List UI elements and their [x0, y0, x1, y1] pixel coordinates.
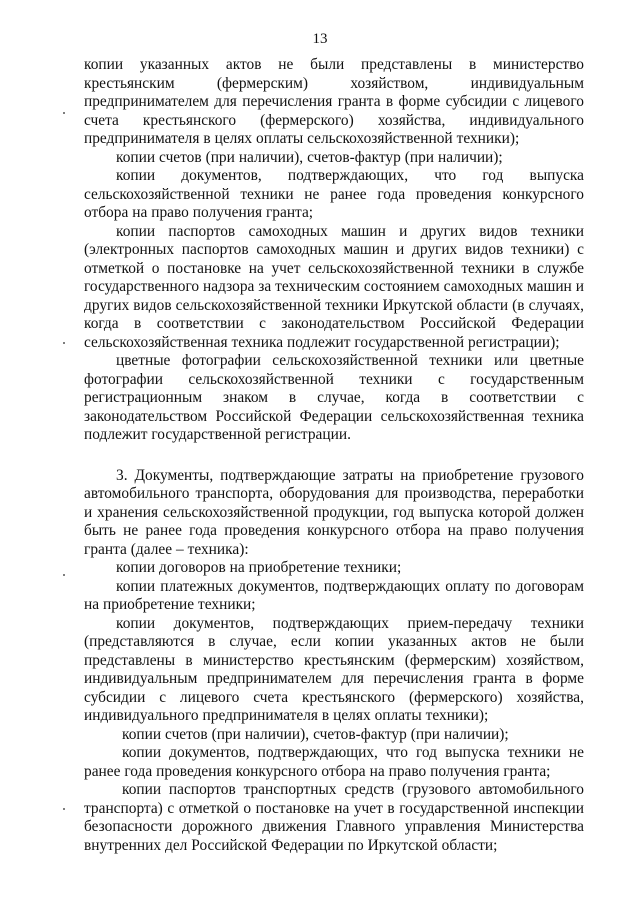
paragraph-gap	[84, 445, 584, 467]
paragraph: копии документов, подтверждающих, что год выпуска сельскохозяйственной техники не ранее года проведения конкурсного отбора на право получения гранта;	[84, 167, 584, 221]
paragraph: копии документов, подтверждающих, что год выпуска техники не ранее года проведения конкурсного отбора на право получения гранта;	[84, 744, 584, 780]
scan-mark	[63, 112, 65, 114]
paragraph: копии паспортов самоходных машин и других видов техники (электронных паспортов самоходных машин и других видов техники) с отметкой о постановке на учет сельскохозяйственной техники в службе государственного надзора за техническим состоянием самоходных машин и других видов сельскохозяйственной техники Иркутской области (в случаях, когда в соответствии с законодательством Российской Федерации сельскохозяйственная техника подлежит государственной регистрации);	[84, 222, 584, 351]
paragraph: копии договоров на приобретение техники;	[116, 559, 402, 576]
paragraph: копии указанных актов не были представлены в министерство крестьянским (фермерским) хозяйством, индивидуальным предпринимателем для перечисления гранта в форме субсидии с лицевого счета крестьянского (фермерского) хозяйства, индивидуального предпринимателя в целях оплаты сельскохозяйственной техники);	[84, 56, 584, 147]
paragraph: 3. Документы, подтверждающие затраты на приобретение грузового автомобильного транспорта, оборудования для производства, переработки и хранения сельскохозяйственной продукции, год выпуска которой должен быть не ранее года проведения конкурсного отбора на право получения гранта (далее – техника):	[84, 466, 584, 558]
scan-mark	[63, 342, 65, 344]
page-number: 13	[312, 31, 328, 47]
paragraph: копии документов, подтверждающих прием-передачу техники (представляются в случае, если копии указанных актов не были представлены в министерство крестьянским (фермерским) хозяйством, индивидуальным предпринимателем для перечисления гранта в форме субсидии с лицевого счета крестьянского (фермерского) хозяйства, индивидуального предпринимателя в целях оплаты техники);	[84, 614, 584, 724]
paragraph: цветные фотографии сельскохозяйственной техники или цветные фотографии сельскохозяйственной техники с государственным регистрационным знаком в случае, когда в соответствии с законодательством Российской Федерации сельскохозяйственная техника подлежит государственной регистрации.	[84, 352, 584, 443]
paragraph: копии платежных документов, подтверждающих оплату по договорам на приобретение техники;	[84, 577, 584, 613]
scan-mark	[63, 808, 65, 810]
document-body	[84, 56, 584, 855]
paragraph: копии счетов (при наличии), счетов-фактур (при наличии);	[122, 725, 509, 743]
paragraph: копии счетов (при наличии), счетов-фактур (при наличии);	[116, 148, 503, 166]
paragraph: копии паспортов транспортных средств (грузового автомобильного транспорта) с отметкой о постановке на учет в государственной инспекции безопасности дорожного движения Главного управления Министерства внутренних дел Российской Федерации по Иркутской области;	[84, 781, 584, 854]
scan-mark	[63, 574, 65, 576]
